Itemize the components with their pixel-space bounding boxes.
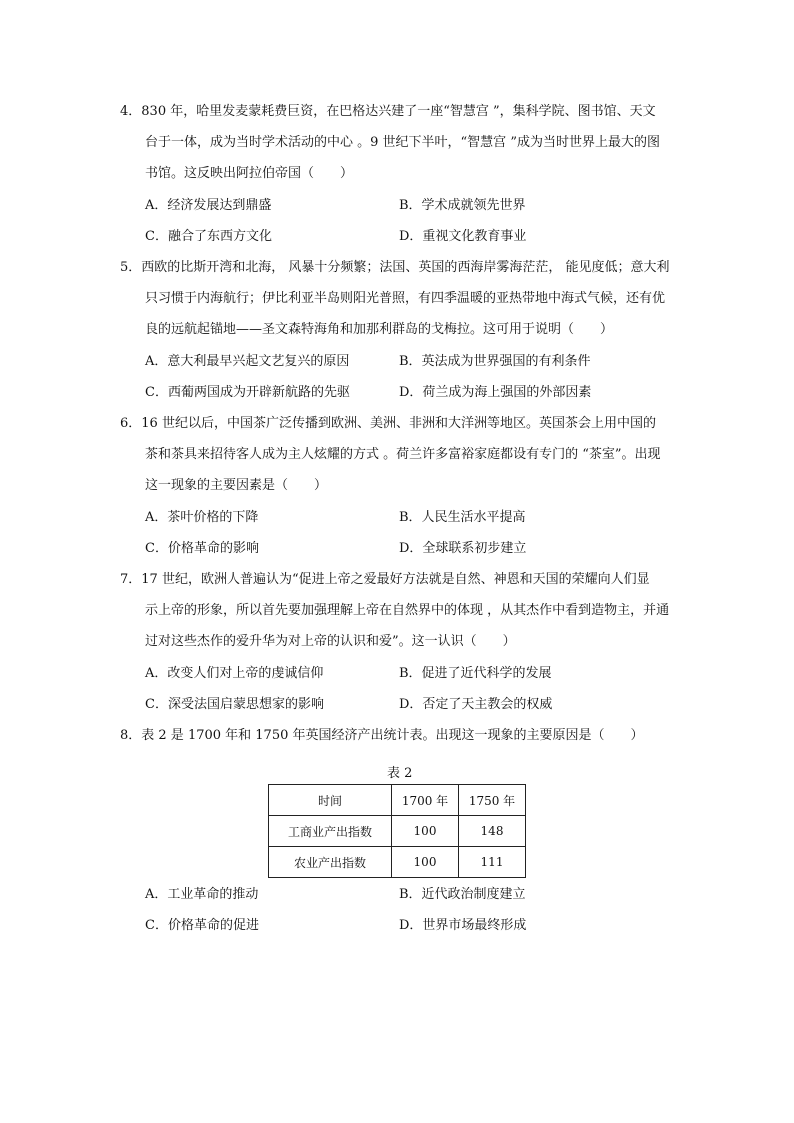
question-5-option-d: D．荷兰成为海上强国的外部因素	[399, 385, 592, 400]
table-header-cell: 时间	[269, 785, 392, 816]
question-4-option-b: B．学术成就领先世界	[399, 198, 526, 213]
question-7-option-a: A．改变人们对上帝的虔诚信仰	[145, 666, 324, 681]
question-7-line-3: 过对这些杰作的爱升华为对上帝的认识和爱”。这一认识（ ）	[145, 634, 516, 649]
question-5-line-2: 只习惯于内海航行；伊比利亚半岛则阳光普照，有四季温暖的亚热带地中海式气候，还有优	[145, 291, 666, 306]
question-5-option-b: B．英法成为世界强国的有利条件	[399, 354, 591, 369]
question-7-option-b: B．促进了近代科学的发展	[399, 666, 552, 681]
question-7-option-d: D．否定了天主教会的权威	[399, 697, 553, 712]
table-cell: 农业产出指数	[269, 847, 392, 878]
question-4-line-2: 台于一体，成为当时学术活动的中心 。9 世纪下半叶，“智慧宫 ”成为当时世界上最大的图	[145, 135, 660, 150]
table-cell: 148	[459, 816, 526, 847]
question-4-line-3: 书馆。这反映出阿拉伯帝国（ ）	[145, 166, 354, 181]
table-cell: 100	[392, 816, 459, 847]
table-header-cell: 1750 年	[459, 785, 526, 816]
question-7-option-c: C．深受法国启蒙思想家的影响	[145, 697, 324, 712]
question-5-line-3: 良的远航起锚地——圣文森特海角和加那利群岛的戈梅拉。这可用于说明（ ）	[145, 322, 614, 337]
question-6-option-c: C．价格革命的影响	[145, 541, 259, 556]
question-8-option-d: D．世界市场最终形成	[399, 918, 527, 933]
question-6-option-d: D．全球联系初步建立	[399, 541, 527, 556]
question-5-line-1: 5．西欧的比斯开湾和北海， 风暴十分频繁；法国、英国的西海岸雾海茫茫， 能见度低；意大利	[120, 260, 670, 275]
economic-output-table	[268, 784, 526, 878]
question-8-option-c: C．价格革命的促进	[145, 918, 259, 933]
question-5-option-a: A．意大利最早兴起文艺复兴的原因	[145, 354, 350, 369]
table-cell: 100	[392, 847, 459, 878]
question-6-option-b: B．人民生活水平提高	[399, 510, 526, 525]
question-4-option-c: C．融合了东西方文化	[145, 229, 272, 244]
question-6-option-a: A．茶叶价格的下降	[145, 510, 259, 525]
question-4-option-d: D．重视文化教育事业	[399, 229, 527, 244]
question-5-option-c: C．西葡两国成为开辟新航路的先驱	[145, 385, 350, 400]
table-cell: 工商业产出指数	[269, 816, 392, 847]
question-4-line-1: 4．830 年，哈里发麦蒙耗费巨资，在巴格达兴建了一座“智慧宫 ”，集科学院、图书馆、天文	[120, 104, 656, 119]
question-6-line-1: 6．16 世纪以后，中国茶广泛传播到欧洲、美洲、非洲和大洋洲等地区。英国茶会上用中国的	[120, 416, 656, 431]
table-header-row	[269, 785, 526, 816]
question-6-line-3: 这一现象的主要因素是（ ）	[145, 478, 328, 493]
question-8-option-b: B．近代政治制度建立	[399, 887, 526, 902]
question-4-option-a: A．经济发展达到鼎盛	[145, 198, 272, 213]
table-row	[269, 816, 526, 847]
table-cell: 111	[459, 847, 526, 878]
question-7-line-1: 7．17 世纪，欧洲人普遍认为“促进上帝之爱最好方法就是自然、神恩和天国的荣耀向人们显	[120, 572, 650, 587]
question-8-line-1: 8．表 2 是 1700 年和 1750 年英国经济产出统计表。出现这一现象的主要原因是（ ）	[120, 728, 644, 743]
table-row	[269, 847, 526, 878]
table-header-cell: 1700 年	[392, 785, 459, 816]
table-caption: 表 2	[387, 766, 413, 781]
question-8-option-a: A．工业革命的推动	[145, 887, 259, 902]
question-7-line-2: 示上帝的形象，所以首先要加强理解上帝在自然界中的体现 ，从其杰作中看到造物主，并通	[145, 603, 670, 618]
question-6-line-2: 茶和茶具来招待客人成为主人炫耀的方式 。荷兰许多富裕家庭都设有专门的 “茶室”。出现	[145, 447, 661, 462]
